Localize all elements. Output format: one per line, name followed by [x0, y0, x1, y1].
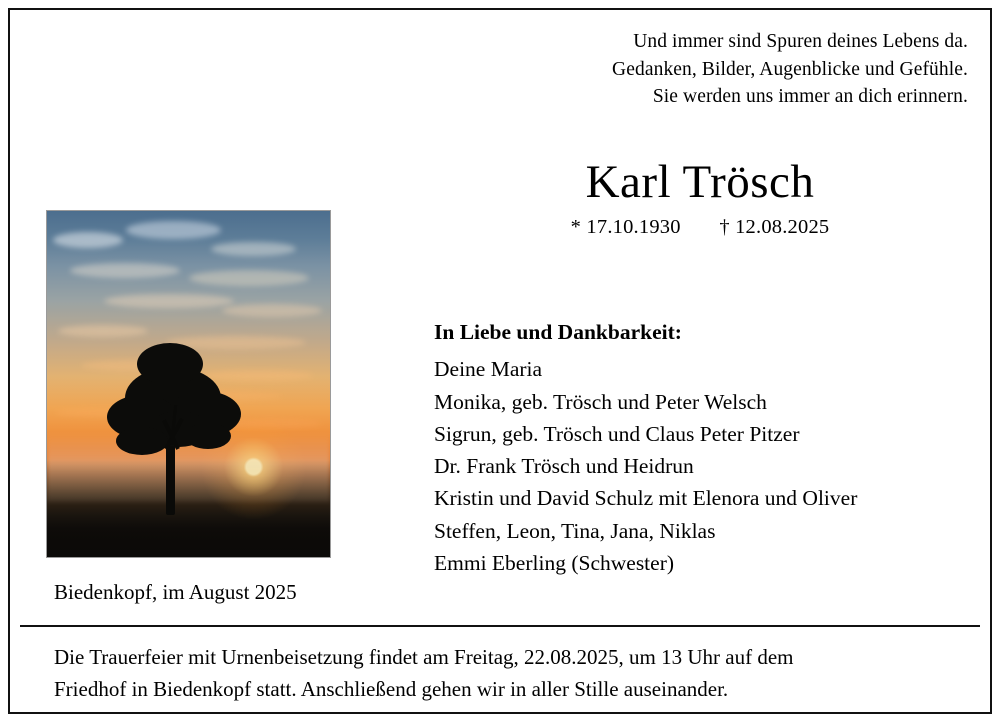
funeral-details-line-2: Friedhof in Biedenkopf statt. Anschließend gehen wir in aller Stille auseinander.: [54, 676, 729, 701]
life-dates: [420, 216, 980, 239]
motto-block: [612, 28, 968, 111]
funeral-details-line-1: Die Trauerfeier mit Urnenbeisetzung findet am Freitag, 22.08.2025, um 13 Uhr auf dem: [54, 645, 794, 669]
motto-line-3: Sie werden uns immer an dich erinnern.: [652, 86, 968, 108]
motto-line-2: Gedanken, Bilder, Augenblicke und Gefühle.: [612, 58, 968, 80]
birth-symbol: *: [570, 216, 582, 239]
funeral-details: [54, 642, 960, 705]
page-inner: [10, 10, 990, 712]
family-member: Deine Maria: [434, 357, 543, 382]
family-heading: In Liebe und Dankbarkeit:: [434, 320, 682, 344]
memorial-photo: [46, 210, 331, 558]
death-symbol: †: [719, 216, 730, 239]
sunset-tree-image: [47, 211, 330, 557]
motto-line-1: Und immer sind Spuren deines Lebens da.: [633, 31, 968, 52]
place-and-date: Biedenkopf, im August 2025: [54, 580, 297, 604]
family-block: [434, 316, 857, 579]
family-member: Dr. Frank Trösch und Heidrun: [434, 454, 694, 478]
family-member: Monika, geb. Trösch und Peter Welsch: [434, 389, 767, 414]
family-member: Steffen, Leon, Tina, Jana, Niklas: [434, 518, 716, 543]
death-date: 12.08.2025: [735, 216, 830, 239]
tree-silhouette: [98, 315, 248, 515]
deceased-block: [420, 158, 980, 239]
section-divider: [20, 625, 980, 627]
deceased-name: Karl Trösch: [585, 156, 815, 208]
family-member: Kristin und David Schulz mit Elenora und Oliver: [434, 486, 858, 511]
birth-date: 17.10.1930: [586, 216, 681, 239]
family-member: Emmi Eberling (Schwester): [434, 550, 675, 575]
family-member: Sigrun, geb. Trösch und Claus Peter Pitzer: [434, 421, 800, 446]
